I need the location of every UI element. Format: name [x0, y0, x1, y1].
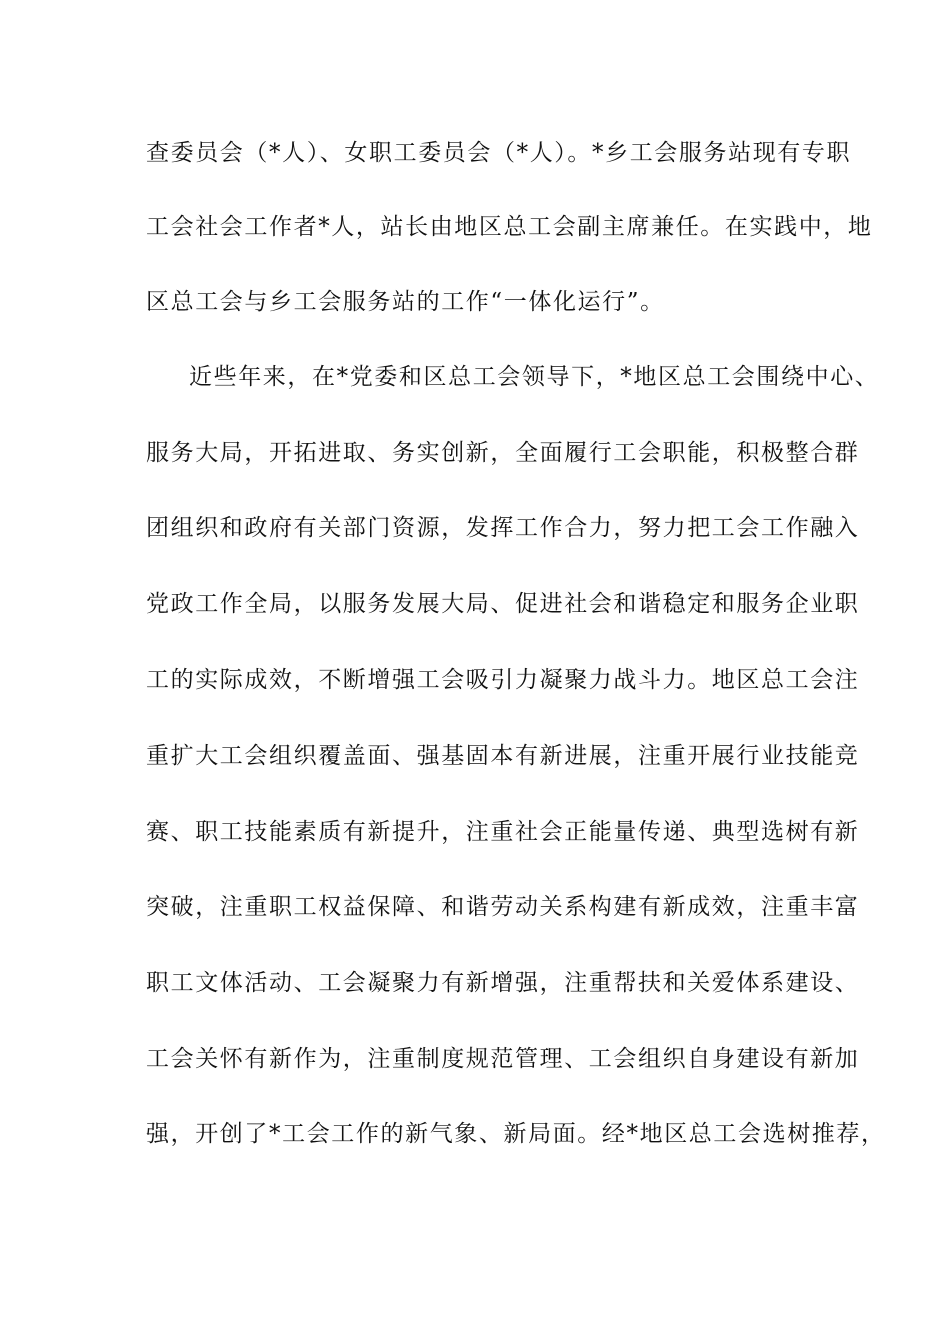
text-line: 职工文体活动、工会凝聚力有新增强，注重帮扶和关爱体系建设、: [146, 970, 860, 996]
text-line: 区总工会与乡工会服务站的工作“一体化运行”。: [146, 289, 665, 315]
text-line: 查委员会（*人）、女职工委员会（*人）。*乡工会服务站现有专职: [146, 140, 852, 166]
text-line: 强，开创了*工会工作的新气象、新局面。经*地区总工会选树推荐，: [146, 1121, 886, 1147]
text-line: 工的实际成效，不断增强工会吸引力凝聚力战斗力。地区总工会注: [146, 667, 860, 693]
text-line: 工会社会工作者*人，站长由地区总工会副主席兼任。在实践中，地: [146, 214, 873, 240]
text-line: 党政工作全局，以服务发展大局、促进社会和谐稳定和服务企业职: [146, 591, 860, 617]
text-line: 赛、职工技能素质有新提升，注重社会正能量传递、典型选树有新: [146, 819, 860, 845]
text-line: 突破，注重职工权益保障、和谐劳动关系构建有新成效，注重丰富: [146, 894, 860, 920]
text-line: 团组织和政府有关部门资源，发挥工作合力，努力把工会工作融入: [146, 515, 860, 541]
text-line: 近些年来，在*党委和区总工会领导下，*地区总工会围绕中心、: [189, 364, 880, 390]
text-line: 重扩大工会组织覆盖面、强基固本有新进展，注重开展行业技能竞: [146, 743, 860, 769]
text-line: 工会关怀有新作为，注重制度规范管理、工会组织自身建设有新加: [146, 1046, 860, 1072]
text-line: 服务大局，开拓进取、务实创新，全面履行工会职能，积极整合群: [146, 440, 860, 466]
